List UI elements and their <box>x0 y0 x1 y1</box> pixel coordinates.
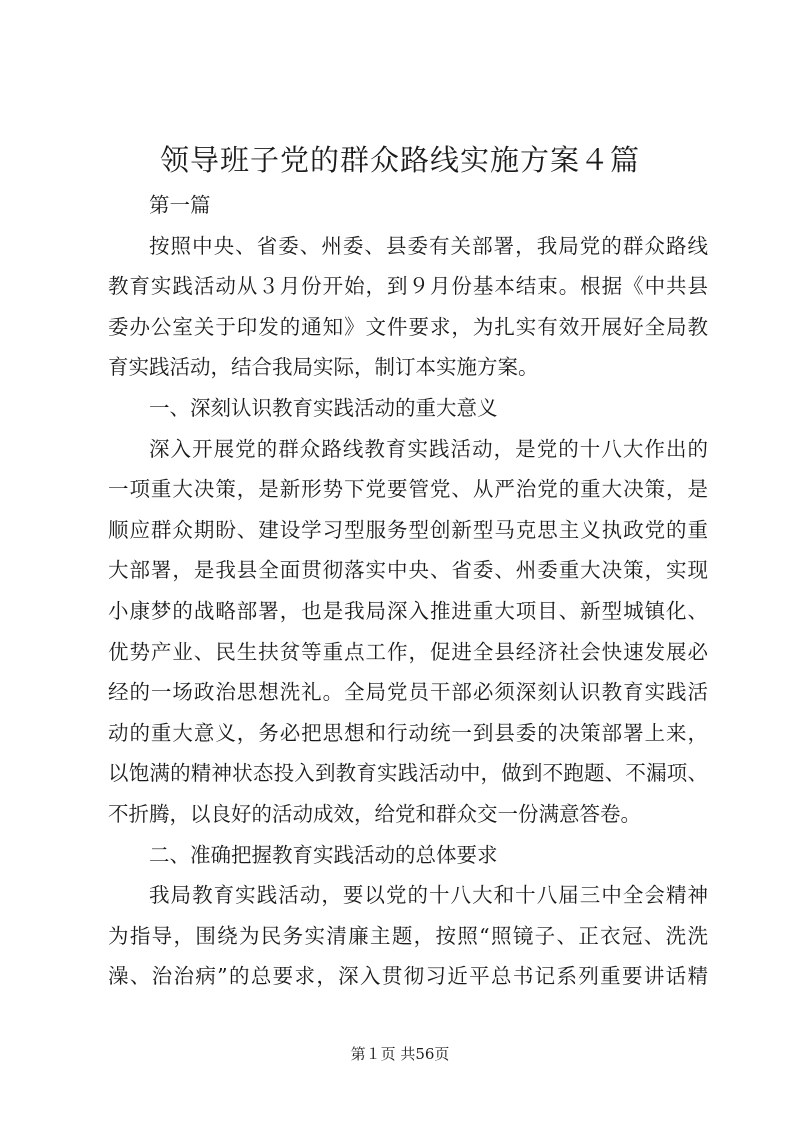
page-number-footer: 第１页 共56页 <box>350 1045 450 1063</box>
document-body <box>108 185 708 997</box>
paragraph-intro <box>108 226 708 388</box>
paragraph-line: 我局教育实践活动，要以党的十八大和十八届三中全会精神 <box>149 883 708 908</box>
paragraph-line: 小康梦的战略部署，也是我局深入推进重大项目、新型城镇化、 <box>108 598 708 623</box>
paragraph-line: 深入开展党的群众路线教育实践活动，是党的十八大作出的 <box>149 436 708 461</box>
heading-line: 第一篇 <box>149 193 211 217</box>
section-heading-two <box>108 835 708 876</box>
heading-line: 二、准确把握教育实践活动的总体要求 <box>149 842 498 867</box>
paragraph-line: 经的一场政治思想洗礼。全局党员干部必须深刻认识教育实践活 <box>108 680 708 705</box>
paragraph-line: 优势产业、民生扶贫等重点工作，促进全县经济社会快速发展必 <box>108 639 708 664</box>
paragraph-line: 按照中央、省委、州委、县委有关部署，我局党的群众路线 <box>149 233 708 258</box>
paragraph-line: 一项重大决策，是新形势下党要管党、从严治党的重大决策，是 <box>108 477 708 502</box>
paragraph-line: 澡、治治病”的总要求，深入贯彻习近平总书记系列重要讲话精 <box>108 964 708 989</box>
paragraph-line: 为指导，围绕为民务实清廉主题，按照“照镜子、正衣冠、洗洗 <box>108 923 708 948</box>
paragraph-line: 动的重大意义，务必把思想和行动统一到县委的决策部署上来， <box>108 720 708 745</box>
paragraph-line: 教育实践活动从３月份开始，到９月份基本结束。根据《中共县 <box>108 274 708 299</box>
paragraph-line: 以饱满的精神状态投入到教育实践活动中，做到不跑题、不漏项、 <box>108 761 708 786</box>
paragraph-significance <box>108 429 708 835</box>
paragraph-line: 顺应群众期盼、建设学习型服务型创新型马克思主义执政党的重 <box>108 517 708 542</box>
paragraph-requirements <box>108 875 708 997</box>
section-heading-one <box>108 388 708 429</box>
paragraph-line: 委办公室关于印发的通知》文件要求，为扎实有效开展好全局教 <box>108 314 708 339</box>
heading-line: 一、深刻认识教育实践活动的重大意义 <box>149 395 498 420</box>
paragraph-line: 不折腾，以良好的活动成效，给党和群众交一份满意答卷。 <box>108 801 641 826</box>
paragraph-line: 育实践活动，结合我局实际，制订本实施方案。 <box>108 355 539 380</box>
section-heading-first <box>108 185 708 226</box>
paragraph-line: 大部署，是我县全面贯彻落实中央、省委、州委重大决策，实现 <box>108 558 708 583</box>
document-title: 领导班子党的群众路线实施方案４篇 <box>159 143 640 177</box>
